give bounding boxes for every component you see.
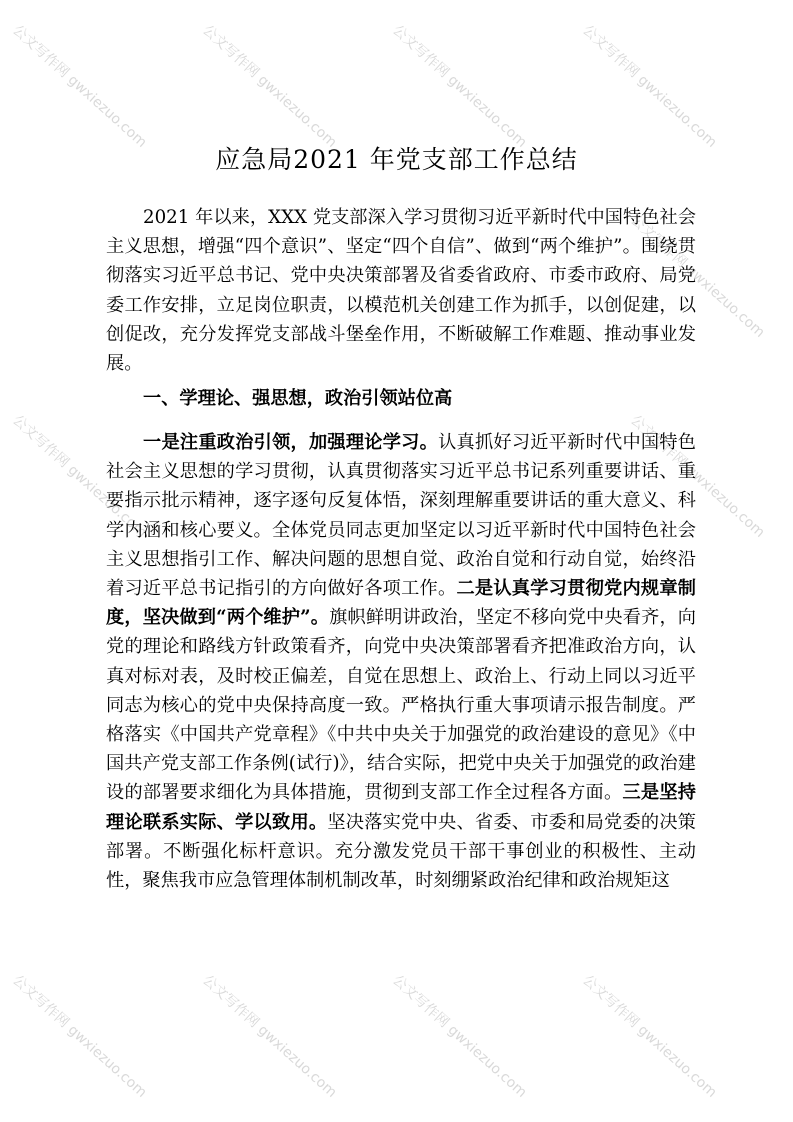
intro-paragraph: 2021 年以来，XXX 党支部深入学习贯彻习近平新时代中国特色社会主义思想，增强“四个意识”、坚定“四个自信”、做到“两个维护”。围绕贯彻落实习近平总书记、党中央决策部署及省委省政府、市委市政府、局党委工作安排，立足岗位职责，以模范机关创建工作为抓手，以创促建，以创促改，充分发挥党支部战斗堡垒作用，不断破解工作难题、推动事业发展。 — [106, 207, 696, 375]
section-paragraph — [106, 428, 696, 895]
document-title: 应急局2021 年党支部工作总结 — [215, 145, 578, 174]
watermark: 公文写作网 gwxiezuo.com — [627, 412, 768, 541]
watermark: 公文写作网 gwxiezuo.com — [389, 22, 530, 151]
watermark: 公文写作网 gwxiezuo.com — [9, 412, 150, 541]
section-heading: 一、学理论、强思想，政治引领站位高 — [143, 388, 453, 409]
watermark: 公文写作网 gwxiezuo.com — [389, 972, 530, 1101]
point-lead-1: 一是注重政治引领，加强理论学习。 — [143, 432, 439, 453]
watermark: 公文写作网 gwxiezuo.com — [579, 972, 720, 1101]
point-lead-2: 二是认真学习贯彻党内规章制度，坚决做到“两个维护”。 — [106, 578, 696, 629]
watermark: 公文写作网 gwxiezuo.com — [579, 22, 720, 151]
watermark: 公文写作网 gwxiezuo.com — [9, 22, 150, 151]
point-text-1: 认真抓好习近平新时代中国特色社会主义思想的学习贯彻，认真贯彻落实习近平总书记系列重要讲话、重要指示批示精神，逐字逐句反复体悟，深刻理解重要讲话的重大意义、科学内涵和核心要义。全体党员同志更加坚定以习近平新时代中国特色社会主义思想指引工作、解决问题的思想自觉、政治自觉和行动自觉，始终沿着习近平总书记指引的方向做好各项工作。 — [106, 432, 696, 600]
point-text-2: 旗帜鲜明讲政治，坚定不移向党中央看齐，向党的理论和路线方针政策看齐，向党中央决策部署看齐把准政治方向，认真对标对表，及时校正偏差，自觉在思想上、政治上、行动上同以习近平同志为核心的党中央保持高度一致。严格执行重大事项请示报告制度。严格落实《中国共产党章程》《中共中央关于加强党的政治建设的意见》《中国共产党支部工作条例(试行)》，结合实际，把党中央关于加强党的政治建设的部署要求细化为具体措施，贯彻到支部工作全过程各方面。 — [106, 607, 696, 804]
watermark: 公文写作网 gwxiezuo.com — [9, 972, 150, 1101]
point-lead-3: 三是坚持理论联系实际、学以致用。 — [106, 782, 696, 833]
point-text-3: 坚决落实党中央、省委、市委和局党委的决策部署。不断强化标杆意识。充分激发党员干部干事创业的积极性、主动性，聚焦我市应急管理体制机制改革，时刻绷紧政治纪律和政治规矩这 — [106, 811, 696, 892]
watermark: 公文写作网 gwxiezuo.com — [199, 972, 340, 1101]
watermark: 公文写作网 gwxiezuo.com — [627, 212, 768, 341]
watermark: 公文写作网 gwxiezuo.com — [199, 22, 340, 151]
